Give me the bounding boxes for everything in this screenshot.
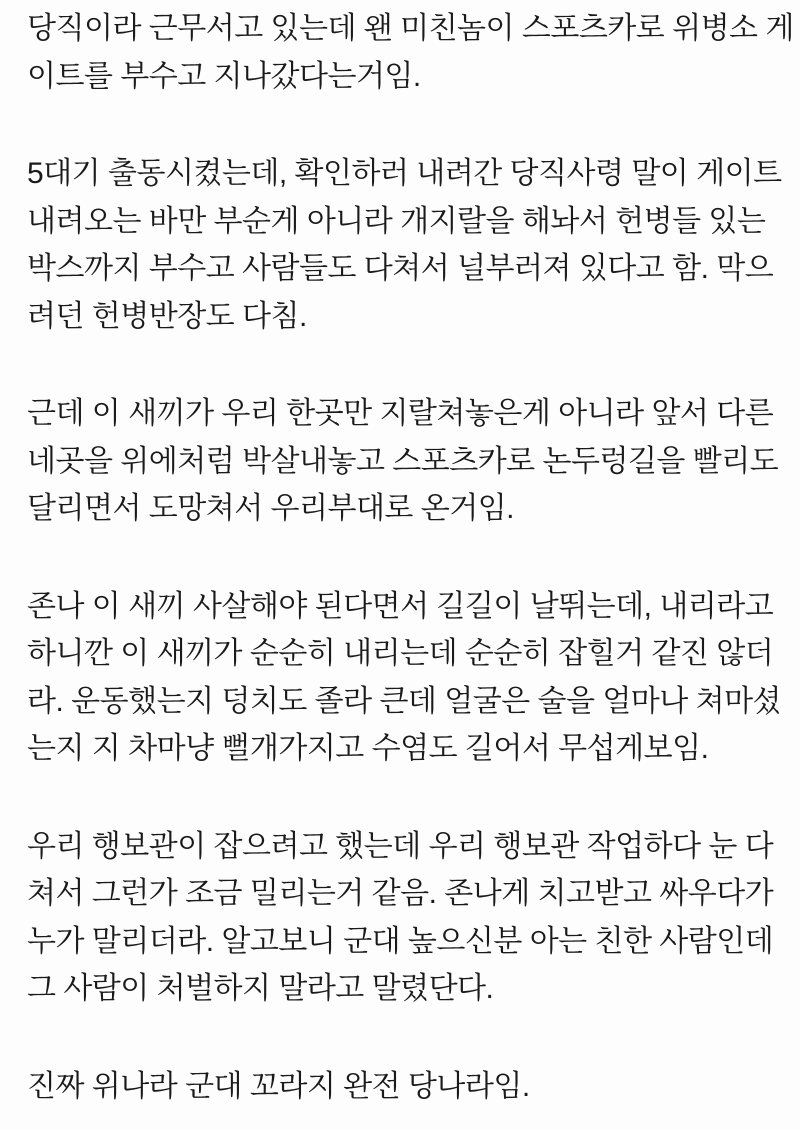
text-line: 하니깐 이 새끼가 순순히 내리는데 순순히 잡힐거 같진 않더 (27, 637, 774, 670)
paragraph (27, 1063, 778, 1111)
text-line: 는지 지 차마냥 뻘개가지고 수염도 길어서 무섭게보임. (27, 732, 709, 765)
text-line: 박스까지 부수고 사람들도 다쳐서 널부러져 있다고 함. 막으 (27, 252, 774, 285)
text-line: 쳐서 그런가 조금 밀리는거 같음. 존나게 치고받고 싸우다가 (27, 877, 774, 910)
paragraph (27, 150, 782, 340)
paragraph (27, 583, 782, 773)
text-line: 5대기 출동시켰는데, 확인하러 내려간 당직사령 말이 게이트 (27, 157, 782, 190)
text-line: 이트를 부수고 지나갔다는거임. (27, 59, 421, 93)
text-line: 우리 행보관이 잡으려고 했는데 우리 행보관 작업하다 눈 다 (27, 829, 774, 863)
text-line: 달리면서 도망쳐서 우리부대로 온거임. (27, 492, 515, 525)
post-body (27, 5, 794, 1110)
text-line: 근데 이 새끼가 우리 한곳만 지랄쳐놓은게 아니라 앞서 다른 (27, 397, 774, 430)
text-line: 그 사람이 처벌하지 말라고 말렸단다. (27, 972, 494, 1005)
text-line: 네곳을 위에처럼 박살내놓고 스포츠카로 논두렁길을 빨리도 (27, 444, 779, 478)
text-line: 누가 말리더라. 알고보니 군대 높으신분 아는 친한 사람인데 (27, 924, 774, 958)
paragraph (27, 390, 778, 533)
text-line: 라. 운동했는지 덩치도 졸라 큰데 얼굴은 술을 얼마나 쳐마셨 (27, 684, 782, 718)
paragraph (27, 823, 778, 1013)
paragraph (27, 5, 794, 100)
text-line: 존나 이 새끼 사살해야 된다면서 길길이 날뛰는데, 내리라고 (27, 589, 774, 623)
text-line: 려던 헌병반장도 다침. (27, 299, 307, 333)
text-line: 당직이라 근무서고 있는데 왠 미친놈이 스포츠카로 위병소 게 (27, 12, 794, 45)
text-line: 진짜 위나라 군대 꼬라지 완전 당나라임. (27, 1069, 530, 1103)
text-line: 내려오는 바만 부순게 아니라 개지랄을 해놔서 헌병들 있는 (27, 204, 766, 238)
